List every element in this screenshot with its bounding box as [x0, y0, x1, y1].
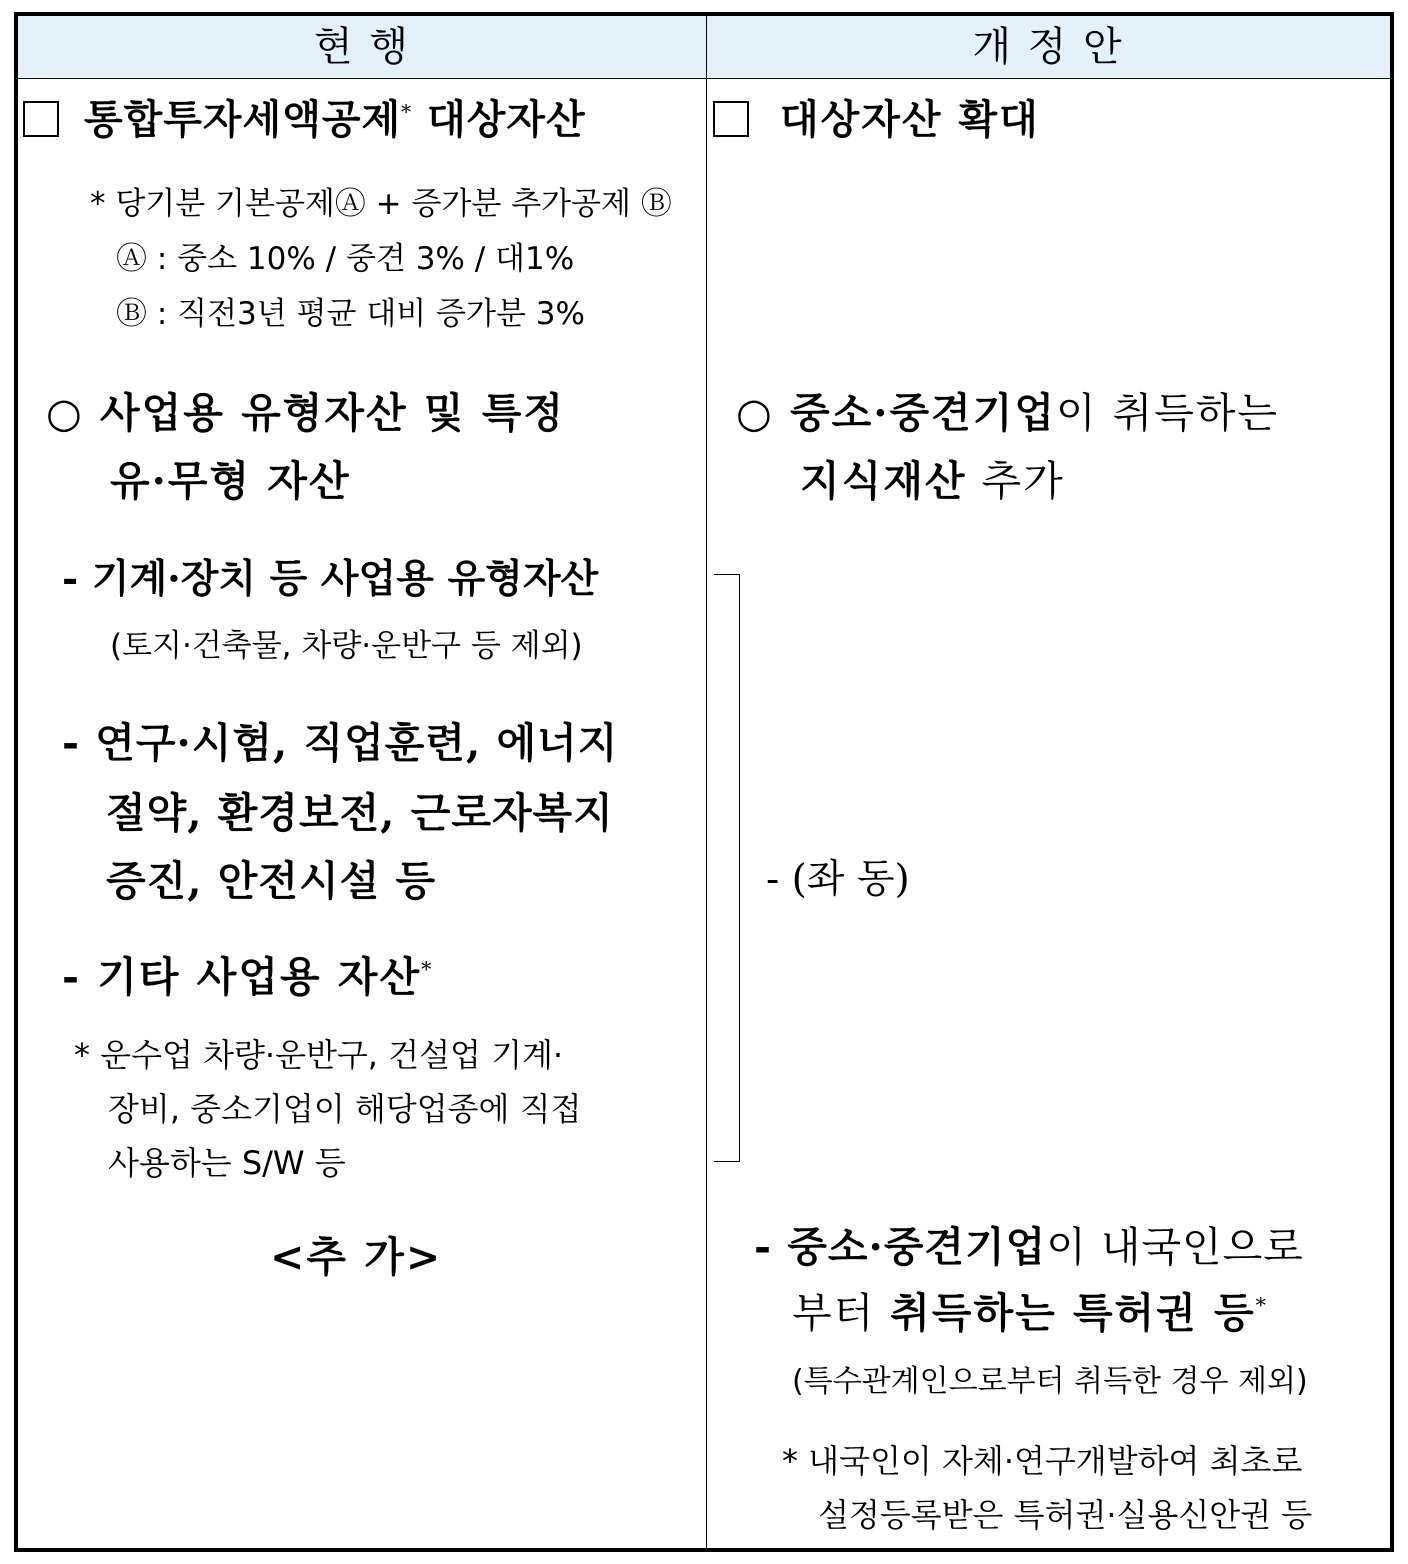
left-dash1: - 기계·장치 등 사업용 유형자산 [62, 556, 599, 602]
left-dash1-note: (토지·건축물, 차량·운반구 등 제외) [110, 628, 583, 664]
right-new-item-line1: - 중소·중견기업이 내국인으로 [754, 1223, 1304, 1271]
left-dash3-note-line1: * 운수업 차량·운반구, 건설업 기계· [74, 1036, 564, 1074]
left-dash3: - 기타 사업용 자산* [62, 953, 434, 1001]
right-same-as-left: - (좌 동) [766, 857, 910, 902]
header-proposal: 개 정 안 [972, 24, 1124, 70]
column-divider [706, 16, 707, 1548]
header-current: 현 행 [314, 24, 410, 70]
left-note-line3: Ⓑ : 직전3년 평균 대비 증가분 3% [116, 296, 585, 332]
left-added-label: <추 가> [270, 1233, 443, 1281]
left-circle-item-line2: 유·무형 자산 [110, 457, 351, 505]
left-circle-item-line1: ○ 사업용 유형자산 및 특정 [46, 389, 565, 437]
right-circle-item-line2: 지식재산 추가 [800, 457, 1065, 505]
left-dash3-note-line2: 장비, 중소기업이 해당업종에 직접 [108, 1090, 582, 1128]
checkbox-square-icon [713, 101, 749, 137]
checkbox-square-icon [23, 101, 59, 137]
right-circle-item-line1: ○ 중소·중견기업이 취득하는 [736, 389, 1280, 437]
left-dash2-line1: - 연구·시험, 직업훈련, 에너지 [62, 719, 619, 767]
left-dash2-line2: 절약, 환경보전, 근로자복지 [106, 789, 614, 837]
right-new-item-note: (특수관계인으로부터 취득한 경우 제외) [792, 1364, 1308, 1399]
bracket-line [714, 574, 740, 1162]
right-footnote-line1: * 내국인이 자체·연구개발하여 최초로 [782, 1442, 1303, 1480]
right-section-title: 대상자산 확대 [780, 96, 1040, 143]
left-dash3-note-line3: 사용하는 S/W 등 [108, 1144, 346, 1182]
table-header-row [18, 16, 1390, 79]
right-footnote-line2: 설정등록받은 특허권·실용신안권 등 [818, 1496, 1313, 1534]
right-new-item-line2: 부터 취득하는 특허권 등* [792, 1289, 1268, 1337]
left-dash2-line3: 증진, 안전시설 등 [106, 857, 437, 905]
left-note-line2: Ⓐ : 중소 10% / 중견 3% / 대1% [116, 241, 575, 277]
left-section-title: 통합투자세액공제* 대상자산 [84, 96, 586, 143]
left-note-line1: * 당기분 기본공제Ⓐ + 증가분 추가공제 Ⓑ [90, 186, 672, 222]
